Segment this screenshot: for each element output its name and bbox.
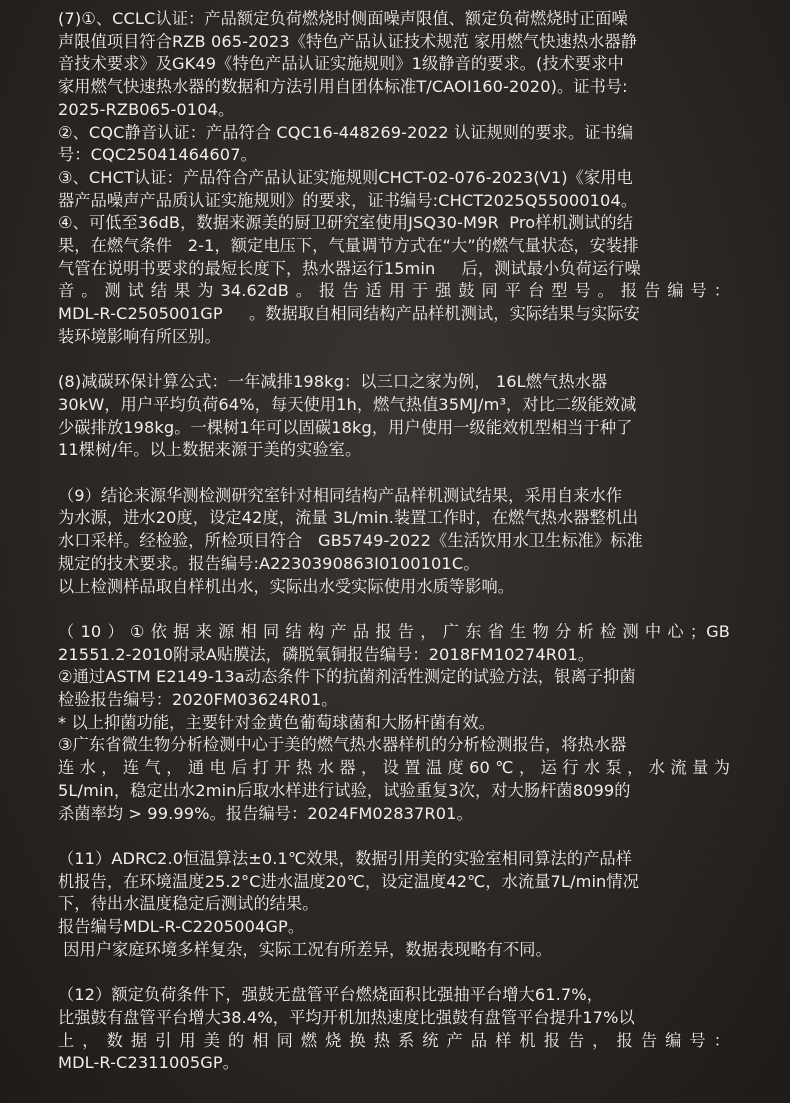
footnote-line: 少碳排放198kg。一棵树1年可以固碳18kg，用户使用一级能效机型相当于种了 (58, 417, 633, 437)
footnote-line: 为水源，进水20度，设定42度，流量 3L/min.装置工作时，在燃气热水器整机出 (58, 508, 639, 528)
footnote-line: 2025-RZB065-0104。 (58, 99, 235, 119)
footnote-line: 气管在说明书要求的最短长度下，热水器运行15min 后，测试最小负荷运行噪 (58, 258, 641, 278)
footnote-line: 器产品噪声产品质认证实施规则》的要求，证书编号:CHCT2025Q55000104。 (58, 190, 638, 210)
footnote-line: 杀菌率均 > 99.99%。报告编号：2024FM02837R01。 (58, 803, 473, 823)
footnote-line: （11）ADRC2.0恒温算法±0.1℃效果，数据引用美的实验室相同算法的产品样 (58, 848, 632, 868)
footnote-line: 30kW，用户平均负荷64%，每天使用1h，燃气热值35MJ/m³，对比二级能效减 (58, 394, 637, 414)
footnote-9 (58, 485, 762, 599)
footnote-line: * 以上抑菌功能，主要针对金黄色葡萄球菌和大肠杆菌有效。 (58, 712, 495, 732)
footnote-11 (58, 848, 762, 962)
footnote-line: MDL-R-C2505001GP 。数据取自相同结构产品样机测试，实际结果与实际安 (58, 304, 640, 324)
footnote-line: 以上检测样品取自样机出水，实际出水受实际使用水质等影响。 (58, 576, 515, 596)
footnote-line: 连水，连气，通电后打开热水器，设置温度60℃，运行水泵，水流量为 (58, 758, 730, 778)
footnote-line: 机报告，在环境温度25.2°C进水温度20℃，设定温度42℃，水流量7L/min情况 (58, 871, 639, 891)
paragraph-gap (58, 961, 762, 984)
footnote-line: 检验报告编号：2020FM03624R01。 (58, 690, 338, 710)
paragraph-gap (58, 349, 762, 372)
footnote-line: 报告编号MDL-R-C2205004GP。 (58, 917, 305, 937)
footnote-line: MDL-R-C2311005GP。 (58, 1053, 240, 1073)
paragraph-gap (58, 462, 762, 485)
footnote-line: 装环境影响有所区别。 (58, 326, 221, 346)
footnote-line: 21551.2-2010附录A贴膜法，磷脱氧铜报告编号：2018FM10274R01。 (58, 644, 595, 664)
footnote-line: 下，待出水温度稳定后测试的结果。 (58, 894, 319, 914)
footnote-line: 因用户家庭环境多样复杂，实际工况有所差异，数据表现略有不同。 (58, 939, 552, 959)
footnote-line: ④、可低至36dB，数据来源美的厨卫研究室使用JSQ30-M9R Pro样机测试的结 (58, 213, 634, 233)
footnote-line: 音。测试结果为34.62dB。报告适用于强鼓同平台型号。报告编号： (58, 281, 730, 301)
footnote-line: ③广东省微生物分析检测中心于美的燃气热水器样机的分析检测报告，将热水器 (58, 735, 627, 755)
footnote-line: ③、CHCT认证：产品符合产品认证实施规则CHCT-02-076-2023(V1)《家用电 (58, 167, 633, 187)
footnote-8 (58, 371, 762, 462)
footnote-line: (7)①、CCLC认证：产品额定负荷燃烧时侧面噪声限值、额定负荷燃烧时正面噪 (58, 9, 628, 28)
footnote-line: 比强鼓有盘管平台增大38.4%，平均开机加热速度比强鼓有盘管平台提升17%以 (58, 1007, 635, 1027)
paragraph-gap (58, 598, 762, 621)
footnote-line: 上，数据引用美的相同燃烧换热系统产品样机报告，报告编号： (58, 1030, 730, 1050)
footnote-line: 规定的技术要求。报告编号:A2230390863I0100101C。 (58, 553, 480, 573)
footnote-line: 号：CQC25041464607。 (58, 145, 257, 165)
footnote-line: 家用燃气快速热水器的数据和方法引用自团体标准T/CAOI160-2020)。证书号: (58, 77, 628, 97)
footnote-line: （9）结论来源华测检测研究室针对相同结构产品样机测试结果，采用自来水作 (58, 485, 623, 505)
footnote-line: （12）额定负荷条件下，强鼓无盘管平台燃烧面积比强抽平台增大61.7%， (58, 985, 604, 1005)
footnote-line: 水口采样。经检验，所检项目符合 GB5749-2022《生活饮用水卫生标准》标准 (58, 531, 643, 551)
footnote-line: 11棵树/年。以上数据来源于美的实验室。 (58, 440, 362, 460)
footnote-line: 果，在燃气条件 2-1，额定电压下，气量调节方式在“大”的燃气量状态，安装排 (58, 236, 639, 256)
footnote-line: 音技术要求》及GK49《特色产品认证实施规则》1级静音的要求。(技术要求中 (58, 54, 624, 74)
footnote-line: 声限值项目符合RZB 065-2023《特色产品认证技术规范 家用燃气快速热水器静 (58, 31, 638, 51)
footnote-line: (8)减碳环保计算公式：一年减排198kg：以三口之家为例， 16L燃气热水器 (58, 372, 608, 392)
footnote-line: ②通过ASTM E2149-13a动态条件下的抗菌剂活性测定的试验方法，银离子抑菌 (58, 667, 636, 687)
footnote-12 (58, 984, 762, 1075)
footnote-line: ②、CQC静音认证：产品符合 CQC16-448269-2022 认证规则的要求。证书编 (58, 122, 634, 142)
footnote-7 (58, 8, 762, 349)
footnote-line: （10）①依据来源相同结构产品报告，广东省生物分析检测中心；GB (58, 621, 730, 641)
footnote-line: 5L/min，稳定出水2min后取水样进行试验，试验重复3次，对大肠杆菌8099的 (58, 780, 631, 800)
footnote-10 (58, 621, 762, 825)
paragraph-gap (58, 825, 762, 848)
